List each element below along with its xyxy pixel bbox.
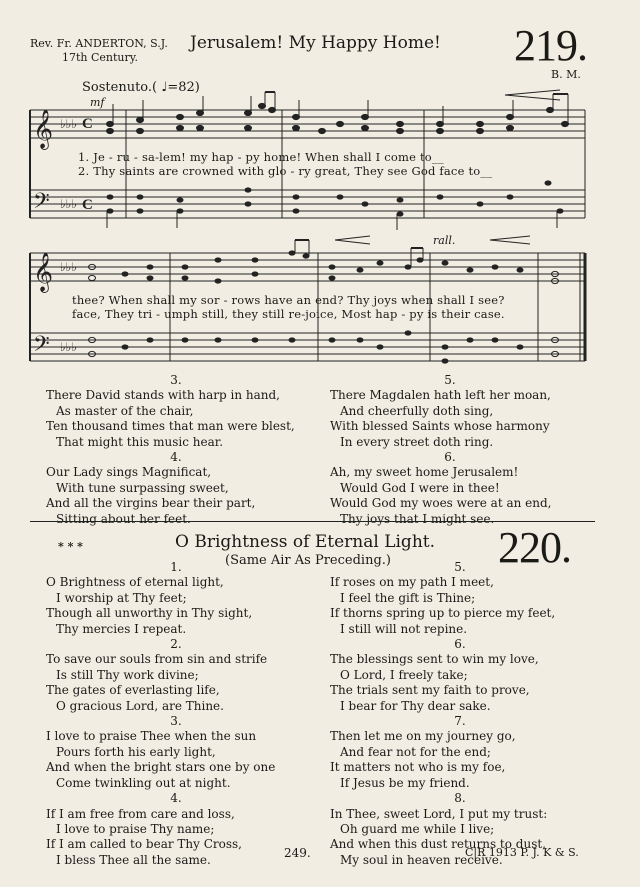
music-score — [0, 0, 640, 380]
verse-number: 6. — [444, 450, 456, 465]
verse-line: And fear not for the end; — [340, 744, 491, 759]
hymn-219-verses-right — [330, 373, 570, 527]
verse-number: 2. — [170, 637, 182, 652]
verse-line: The blessings sent to win my love, — [330, 652, 539, 667]
verse-line: My soul in heaven receive. — [340, 852, 503, 867]
verse-line: If I am called to bear Thy Cross, — [46, 837, 242, 852]
verse-line: And when this dust returns to dust, — [330, 837, 546, 852]
hymn-219-title: Jerusalem! My Happy Home! — [190, 33, 441, 53]
verse-number: 5. — [454, 560, 466, 574]
copyright-notice: C|R 1913 P. J. K & S. — [465, 846, 579, 859]
verse-line: I bless Thee all the same. — [56, 852, 211, 867]
verse-line: If I am free from care and loss, — [46, 806, 235, 821]
author-century: 17th Century. — [62, 51, 139, 64]
verse-line: I worship at Thy feet; — [56, 590, 187, 605]
verse-number: 1. — [170, 560, 182, 574]
verse-line: Ah, my sweet home Jerusalem! — [330, 465, 519, 480]
verse-line: Sitting about her feet. — [56, 511, 191, 526]
hymn-220-title: O Brightness of Eternal Light. — [175, 532, 435, 552]
page-number: 249. — [284, 846, 311, 860]
hymn-220-verses-left — [46, 560, 306, 868]
verse-line: I love to praise Thy name; — [56, 821, 215, 836]
verse-line: I bear for Thy dear sake. — [340, 698, 491, 713]
verse-line: Our Lady sings Magnificat, — [46, 465, 212, 480]
verse-line: And cheerfully doth sing, — [340, 403, 494, 418]
verse-line: In every street doth ring. — [340, 434, 494, 449]
svg-text:𝄢: 𝄢 — [33, 189, 50, 219]
hymn-220-number: 220. — [498, 523, 571, 572]
verse-line: If thorns spring up to pierce my feet, — [330, 606, 556, 621]
verse-line: Pours forth his early light, — [56, 744, 216, 759]
verse-line: Come twinkling out at night. — [56, 775, 231, 790]
verse-line: O gracious Lord, are Thine. — [56, 698, 224, 713]
hymn-220-subtitle: (Same Air As Preceding.) — [225, 553, 391, 568]
svg-text:𝄞: 𝄞 — [33, 109, 54, 149]
rall-marking: rall. — [433, 234, 456, 247]
hymn-219-verses-left — [46, 373, 306, 527]
verse-line: I feel the gift is Thine; — [340, 590, 476, 605]
verse-number: 8. — [454, 791, 466, 806]
verse-line: There Magdalen hath left her moan, — [330, 388, 551, 403]
hymn-220-verses-right — [330, 560, 590, 868]
ornament-stars: * * * — [58, 540, 83, 553]
svg-text:𝄞: 𝄞 — [33, 252, 54, 292]
verse-line: The trials sent my faith to prove, — [330, 683, 530, 698]
author-credit: Rev. Fr. ANDERTON, S.J. — [30, 37, 168, 50]
svg-text:♭♭♭: ♭♭♭ — [60, 197, 77, 211]
hymn-219-number: 219. — [514, 21, 587, 70]
verse-line: Would God I were in thee! — [340, 480, 500, 495]
svg-text:C: C — [82, 116, 93, 132]
verse-number: 4. — [170, 450, 182, 465]
verse-line: And all the virgins bear their part, — [46, 496, 256, 511]
verse-line: I still will not repine. — [340, 621, 468, 636]
verse-line: Though all unworthy in Thy sight, — [46, 606, 253, 621]
verse-line: Is still Thy work divine; — [56, 667, 199, 682]
verse-line: Would God my woes were at an end, — [330, 496, 552, 511]
svg-text:𝄢: 𝄢 — [33, 332, 50, 362]
svg-text:♭♭♭: ♭♭♭ — [60, 117, 77, 131]
verse-line: As master of the chair, — [56, 403, 194, 418]
tempo-marking: Sostenuto.( ♩=82) — [82, 80, 200, 95]
verse-line: The gates of everlasting life, — [46, 683, 220, 698]
verse-line: If Jesus be my friend. — [340, 775, 470, 790]
verse-line: With blessed Saints whose harmony — [330, 419, 550, 434]
lyric-line1-verse2: 2. Thy saints are crowned with glo - ry great, They see God face to__ — [78, 164, 493, 178]
svg-text:♭♭♭: ♭♭♭ — [60, 340, 77, 354]
verse-line: To save our souls from sin and strife — [46, 652, 268, 667]
svg-text:♭♭♭: ♭♭♭ — [60, 260, 77, 274]
verse-line: With tune surpassing sweet, — [56, 480, 229, 495]
verse-number: 5. — [444, 373, 456, 387]
verse-number: 3. — [170, 714, 182, 729]
verse-line: I love to praise Thee when the sun — [46, 729, 257, 744]
lyric-line2-verse1: thee? When shall my sor - rows have an end? Thy joys when shall I see? — [72, 293, 505, 307]
verse-line: And when the bright stars one by one — [46, 760, 276, 775]
verse-number: 6. — [454, 637, 466, 652]
verse-line: There David stands with harp in hand, — [46, 388, 280, 403]
verse-line: Thy mercies I repeat. — [56, 621, 187, 636]
verse-line: O Lord, I freely take; — [340, 667, 468, 682]
verse-line: Oh guard me while I live; — [340, 821, 495, 836]
verse-line: It matters not who is my foe, — [330, 760, 506, 775]
svg-text:C: C — [82, 197, 93, 213]
verse-line: Then let me on my journey go, — [330, 729, 516, 744]
verse-line: If roses on my path I meet, — [330, 575, 494, 590]
verse-number: 4. — [170, 791, 182, 806]
verse-line: O Brightness of eternal light, — [46, 575, 224, 590]
verse-line: Ten thousand times that man were blest, — [46, 419, 295, 434]
meter-label: B. M. — [551, 68, 581, 81]
verse-number: 3. — [170, 373, 182, 387]
lyric-line2-verse2: face, They tri - umph still, they still re-joice, Most hap - py is their case. — [72, 307, 505, 321]
dynamic-marking: mf — [90, 96, 105, 109]
verse-number: 7. — [454, 714, 466, 729]
lyric-line1-verse1: 1. Je - ru - sa-lem! my hap - py home! When shall I come to__ — [78, 150, 444, 164]
verse-line: In Thee, sweet Lord, I put my trust: — [330, 806, 548, 821]
verse-line: Thy joys that I might see. — [340, 511, 495, 526]
verse-line: That might this music hear. — [56, 434, 224, 449]
